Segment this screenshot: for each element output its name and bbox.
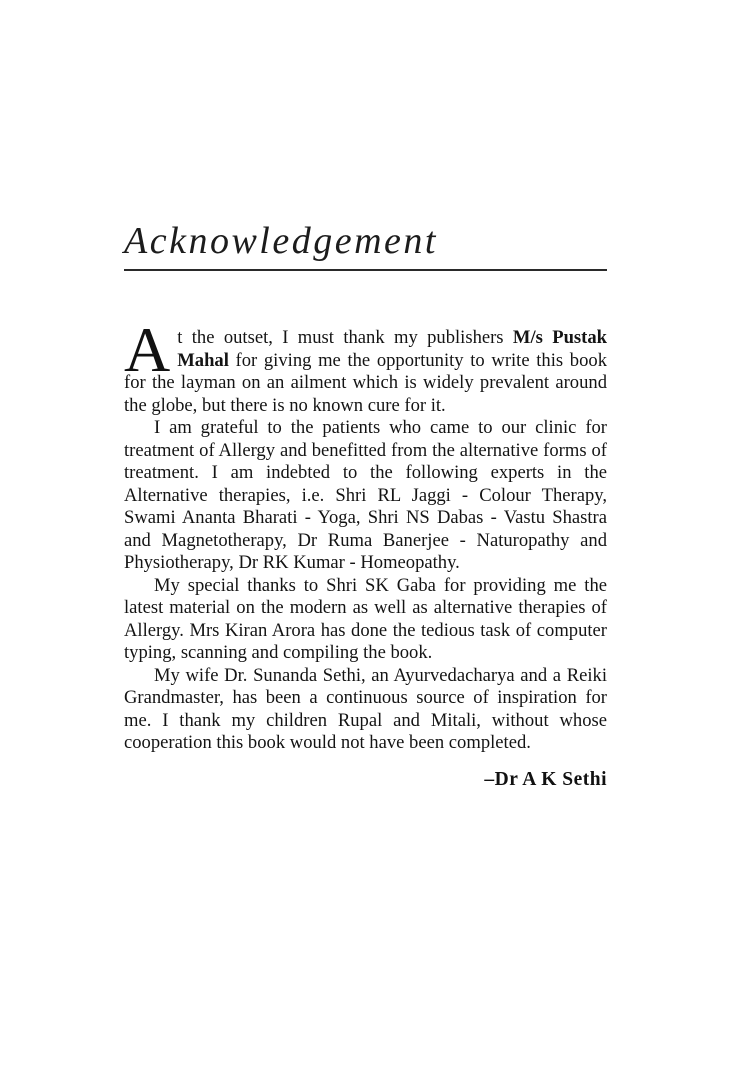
paragraph-1-text-continued: for giving me the opportunity to write this book for the layman on an ailment which is widely prevalent around the globe, but there is no known cure for it.: [124, 349, 607, 416]
author-signature: –Dr A K Sethi: [484, 768, 607, 790]
title-rule: [124, 269, 607, 271]
paragraph-4: My wife Dr. Sunanda Sethi, an Ayurvedacharya and a Reiki Grandmaster, has been a continuous source of inspiration for me. I thank my children Rupal and Mitali, without whose cooperation this book would not have been completed.: [124, 664, 607, 753]
paragraph-1-text: t the outset, I must thank my publishers: [177, 327, 513, 348]
drop-cap: A: [124, 314, 171, 385]
page-title: Acknowledgement: [124, 220, 438, 262]
paragraph-2: I am grateful to the patients who came to our clinic for treatment of Allergy and benefitted from the alternative forms of treatment. I am indebted to the following experts in the Alternative therapies, i.e. Shri RL Jaggi - Colour Therapy, Swami Ananta Bharati - Yoga, Shri NS Dabas - Vastu Shastra and Magnetotherapy, Dr Ruma Banerjee - Naturopathy and Physiotherapy, Dr RK Kumar - Homeopathy.: [124, 417, 607, 573]
publisher-name: M/s Pustak Mahal: [177, 327, 607, 371]
paragraph-1: [124, 314, 607, 417]
body-text: [124, 314, 607, 755]
paragraph-3: My special thanks to Shri SK Gaba for providing me the latest material on the modern as well as alternative therapies of Allergy. Mrs Kiran Arora has done the tedious task of computer typing, scanning and compiling the book.: [124, 574, 607, 663]
page-content: [124, 0, 607, 792]
